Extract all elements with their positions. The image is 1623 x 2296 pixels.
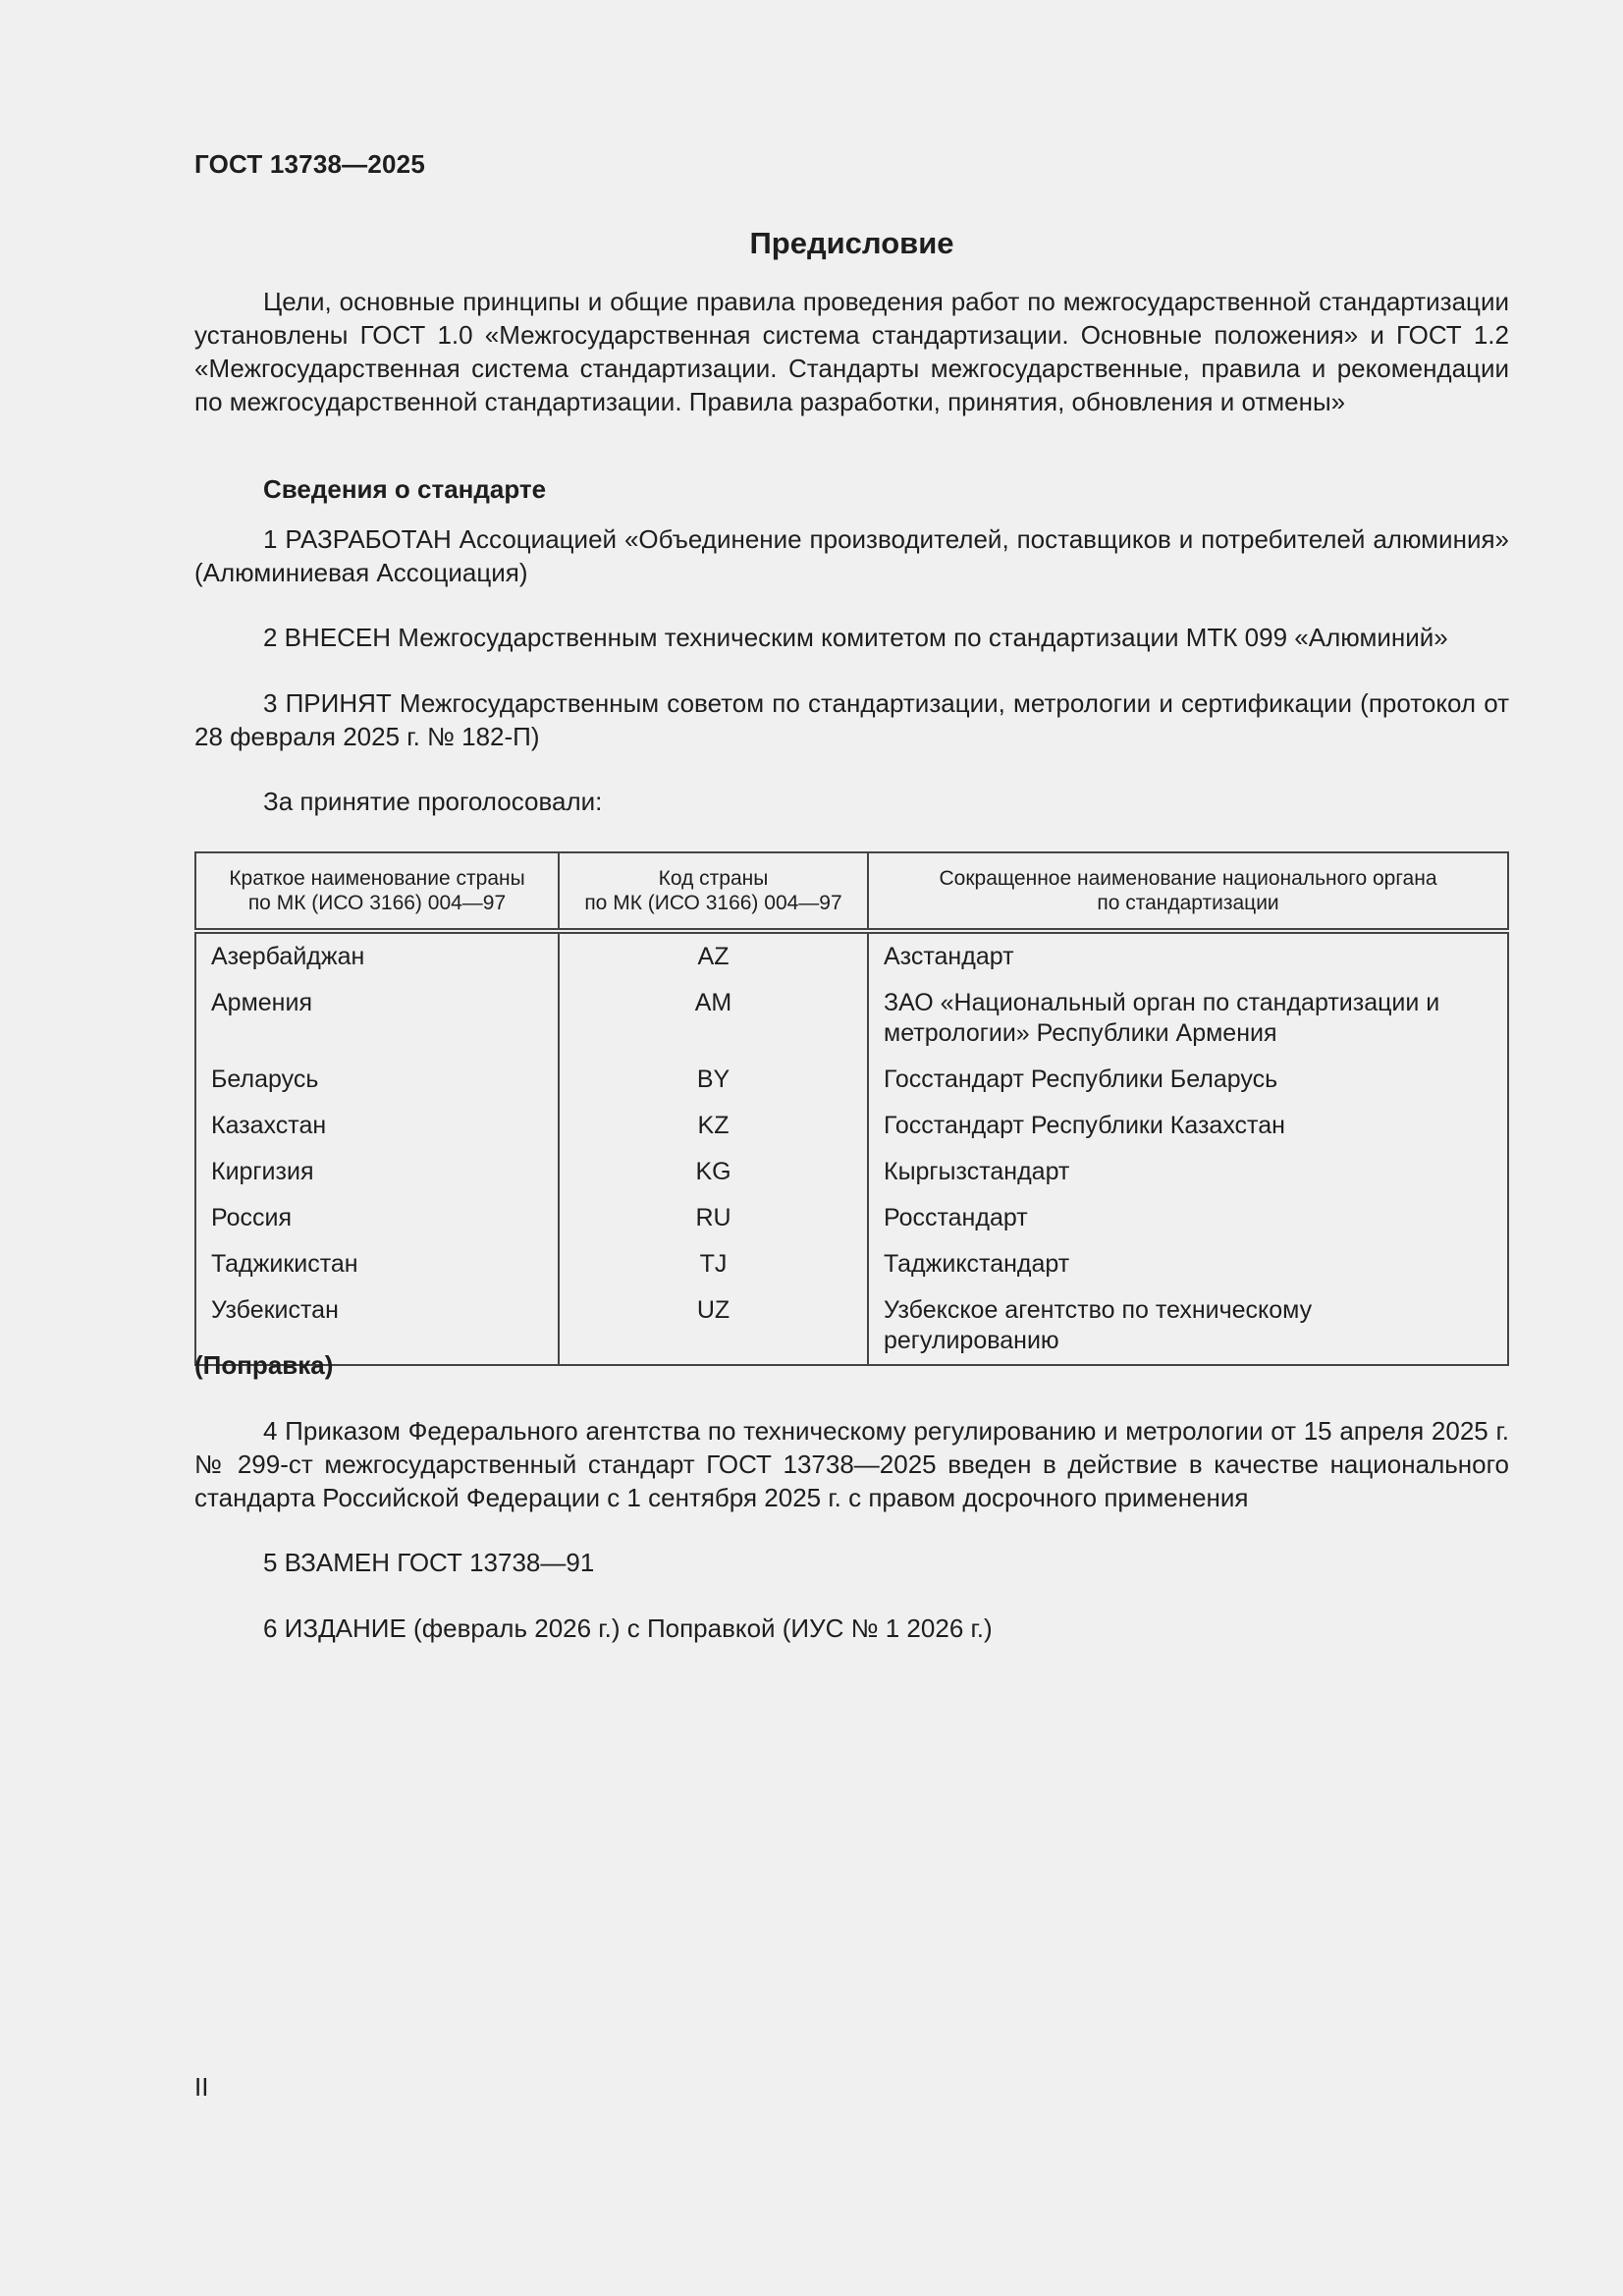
page-title: Предисловие bbox=[749, 226, 954, 260]
voting-table bbox=[194, 851, 1509, 1366]
item-developed: 1 РАЗРАБОТАН Ассоциацией «Объединение производителей, поставщиков и потребителей алюминия» (Алюминиевая Ассоциация) bbox=[194, 524, 1509, 587]
table-row bbox=[195, 931, 1508, 980]
country-cell: Узбекистан bbox=[195, 1287, 559, 1365]
body-cell: Росстандарт bbox=[868, 1195, 1508, 1241]
column-header-text: по МК (ИСО 3166) 004—97 bbox=[247, 892, 507, 914]
country-cell: Казахстан bbox=[195, 1103, 559, 1149]
column-header-code bbox=[559, 852, 868, 931]
item-adopted: 3 ПРИНЯТ Межгосударственным советом по стандартизации, метрологии и сертификации (протокол от 28 февраля 2025 г. № 182-П) bbox=[194, 688, 1509, 751]
body-cell: Кыргызстандарт bbox=[868, 1149, 1508, 1195]
table-row bbox=[195, 1103, 1508, 1149]
country-cell: Таджикистан bbox=[195, 1241, 559, 1287]
item-submitted: 2 ВНЕСЕН Межгосударственным техническим комитетом по стандартизации МТК 099 «Алюминий» bbox=[263, 623, 1448, 652]
country-cell: Киргизия bbox=[195, 1149, 559, 1195]
item-replaces: 5 ВЗАМЕН ГОСТ 13738—91 bbox=[263, 1548, 595, 1577]
body-cell: Госстандарт Республики Казахстан bbox=[868, 1103, 1508, 1149]
column-header-text: Сокращенное наименование национального органа bbox=[939, 867, 1437, 890]
item-edition: 6 ИЗДАНИЕ (февраль 2026 г.) с Поправкой (ИУС № 1 2026 г.) bbox=[263, 1613, 993, 1643]
country-cell: Россия bbox=[195, 1195, 559, 1241]
table-row bbox=[195, 980, 1508, 1057]
table-header-row bbox=[195, 852, 1508, 931]
code-cell: RU bbox=[559, 1195, 868, 1241]
column-header-text: по МК (ИСО 3166) 004—97 bbox=[584, 892, 842, 914]
item-enacted: 4 Приказом Федерального агентства по техническому регулированию и метрологии от 15 апреля 2025 г. № 299-ст межгосударственный стандарт ГОСТ 13738—2025 введен в действие в качестве национального стандарта Российской Федерации с 1 сентября 2025 г. с правом досрочного применения bbox=[194, 1416, 1509, 1512]
code-cell: AM bbox=[559, 980, 868, 1057]
table-row bbox=[195, 1241, 1508, 1287]
column-header-text: Краткое наименование страны bbox=[229, 867, 525, 890]
code-cell: UZ bbox=[559, 1287, 868, 1365]
body-cell: ЗАО «Национальный орган по стандартизации и метрологии» Республики Армения bbox=[868, 980, 1508, 1057]
column-header-text: Код страны bbox=[658, 867, 769, 890]
body-cell: Госстандарт Республики Беларусь bbox=[868, 1057, 1508, 1103]
column-header-text: по стандартизации bbox=[1097, 892, 1279, 914]
page-number: II bbox=[194, 2072, 209, 2102]
body-cell: Азстандарт bbox=[868, 931, 1508, 980]
code-cell: BY bbox=[559, 1057, 868, 1103]
code-cell: TJ bbox=[559, 1241, 868, 1287]
intro-paragraph: Цели, основные принципы и общие правила проведения работ по межгосударственной стандартизации установлены ГОСТ 1.0 «Межгосударственная система стандартизации. Основные положения» и ГОСТ 1.2 «Межгосударственная система стандартизации. Стандарты межгосударственные, правила и рекомендации по межгосударственной стандартизации. Правила разработки, принятия, обновления и отмены» bbox=[194, 287, 1509, 416]
country-cell: Азербайджан bbox=[195, 931, 559, 980]
section-heading: Сведения о стандарте bbox=[263, 474, 547, 504]
country-cell: Беларусь bbox=[195, 1057, 559, 1103]
column-header-country bbox=[195, 852, 559, 931]
amendment-label: (Поправка) bbox=[194, 1350, 334, 1380]
code-cell: KZ bbox=[559, 1103, 868, 1149]
code-cell: AZ bbox=[559, 931, 868, 980]
code-cell: KG bbox=[559, 1149, 868, 1195]
body-cell: Таджикстандарт bbox=[868, 1241, 1508, 1287]
body-cell: Узбекское агентство по техническому регулированию bbox=[868, 1287, 1508, 1365]
document-id: ГОСТ 13738—2025 bbox=[194, 149, 425, 179]
voted-label: За принятие проголосовали: bbox=[263, 787, 603, 816]
country-cell: Армения bbox=[195, 980, 559, 1057]
table-row bbox=[195, 1149, 1508, 1195]
table-row bbox=[195, 1195, 1508, 1241]
column-header-body bbox=[868, 852, 1508, 931]
table-row bbox=[195, 1057, 1508, 1103]
